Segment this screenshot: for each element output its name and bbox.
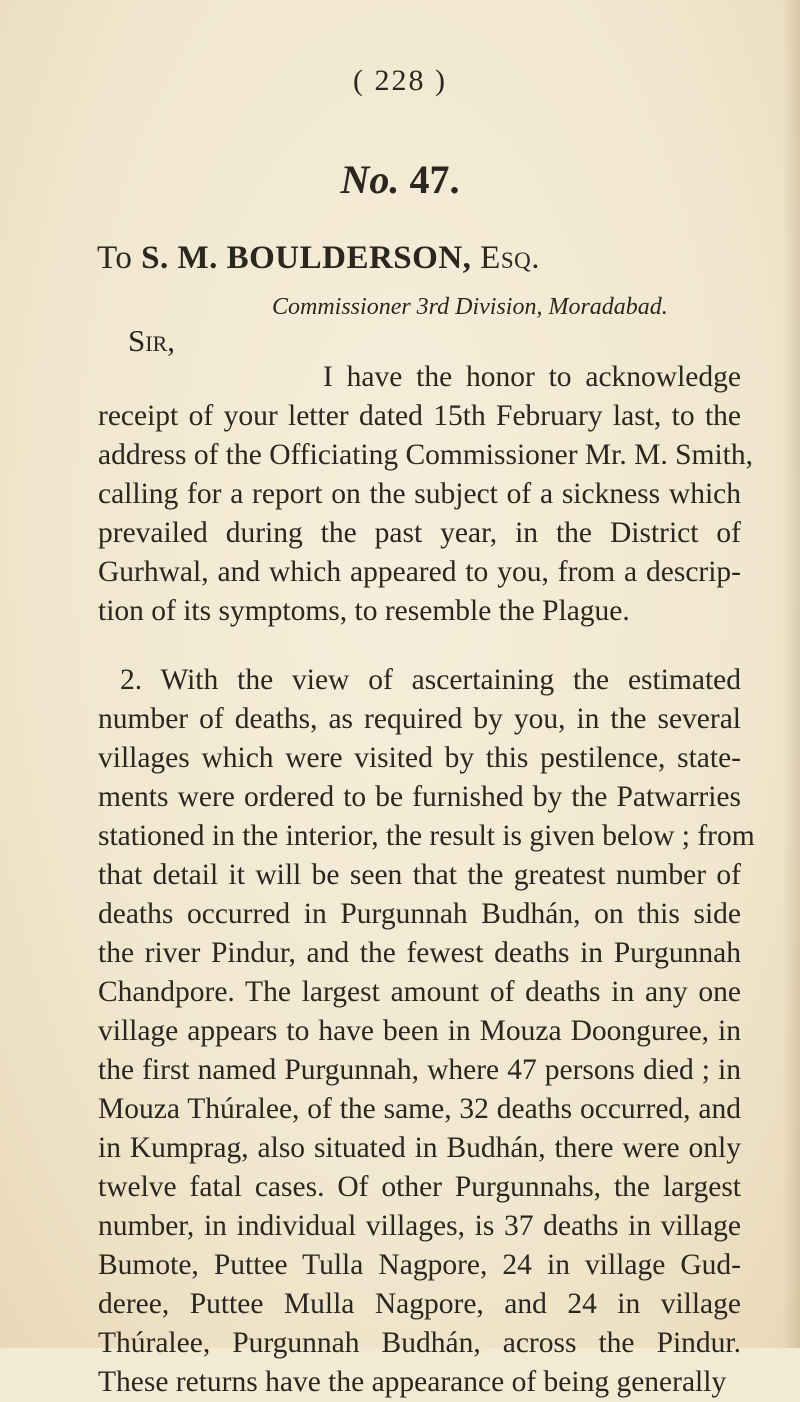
text-line: address of the Officiating Commissioner Mr. M. Smith, xyxy=(98,439,753,471)
document-number-prefix: No. xyxy=(340,157,400,202)
text-line: receipt of your letter dated 15th February last, to the xyxy=(98,400,741,432)
text-line: deree, Puttee Mulla Nagpore, and 24 in village xyxy=(98,1288,741,1320)
addressee-line xyxy=(97,240,540,277)
addressee-name: S. M. BOULDERSON, xyxy=(141,240,472,276)
text-line: deaths occurred in Purgunnah Budhán, on this side xyxy=(98,898,741,930)
text-line: the river Pindur, and the fewest deaths in Purgunnah xyxy=(98,937,741,969)
text-line: These returns have the appearance of being generally xyxy=(98,1366,727,1398)
text-line: I have the honor to acknowledge xyxy=(323,361,741,393)
addressee-to: To xyxy=(97,240,133,276)
paragraph-1 xyxy=(98,358,753,631)
text-line: number, in individual villages, is 37 deaths in village xyxy=(98,1210,741,1242)
document-number-value: 47. xyxy=(409,157,460,202)
text-line: villages which were visited by this pestilence, state- xyxy=(98,742,741,774)
text-line: 2. With the view of ascertaining the estimated xyxy=(120,664,741,696)
page-number: ( 228 ) xyxy=(353,64,447,97)
text-line: the first named Purgunnah, where 47 persons died ; in xyxy=(98,1054,741,1086)
letter-body xyxy=(98,358,755,1402)
text-line: Gurhwal, and which appeared to you, from a descrip- xyxy=(98,556,741,588)
text-line: Mouza Thúralee, of the same, 32 deaths occurred, and xyxy=(98,1093,741,1125)
text-line: calling for a report on the subject of a sickness which xyxy=(98,478,741,510)
text-line: tion of its symptoms, to resemble the Plague. xyxy=(98,595,630,627)
paragraph-2 xyxy=(98,661,755,1402)
text-line: Thúralee, Purgunnah Budhán, across the Pindur. xyxy=(98,1327,741,1359)
text-line: number of deaths, as required by you, in the several xyxy=(98,703,741,735)
text-line: ments were ordered to be furnished by the Patwarries xyxy=(98,781,741,813)
text-line: Chandpore. The largest amount of deaths in any one xyxy=(98,976,741,1008)
document-number xyxy=(0,156,800,203)
text-line: stationed in the interior, the result is given below ; from xyxy=(98,820,755,852)
text-line: twelve fatal cases. Of other Purgunnahs, the largest xyxy=(98,1171,741,1203)
text-line: that detail it will be seen that the greatest number of xyxy=(98,859,741,891)
addressee-suffix: Esq. xyxy=(480,240,540,276)
text-line: prevailed during the past year, in the District of xyxy=(98,517,741,549)
text-line: village appears to have been in Mouza Doonguree, in xyxy=(98,1015,741,1047)
text-line: in Kumprag, also situated in Budhán, there were only xyxy=(98,1132,741,1164)
text-line: Bumote, Puttee Tulla Nagpore, 24 in village Gud- xyxy=(98,1249,741,1281)
addressee-title: Commissioner 3rd Division, Moradabad. xyxy=(272,294,668,320)
salutation: Sir, xyxy=(128,323,175,358)
